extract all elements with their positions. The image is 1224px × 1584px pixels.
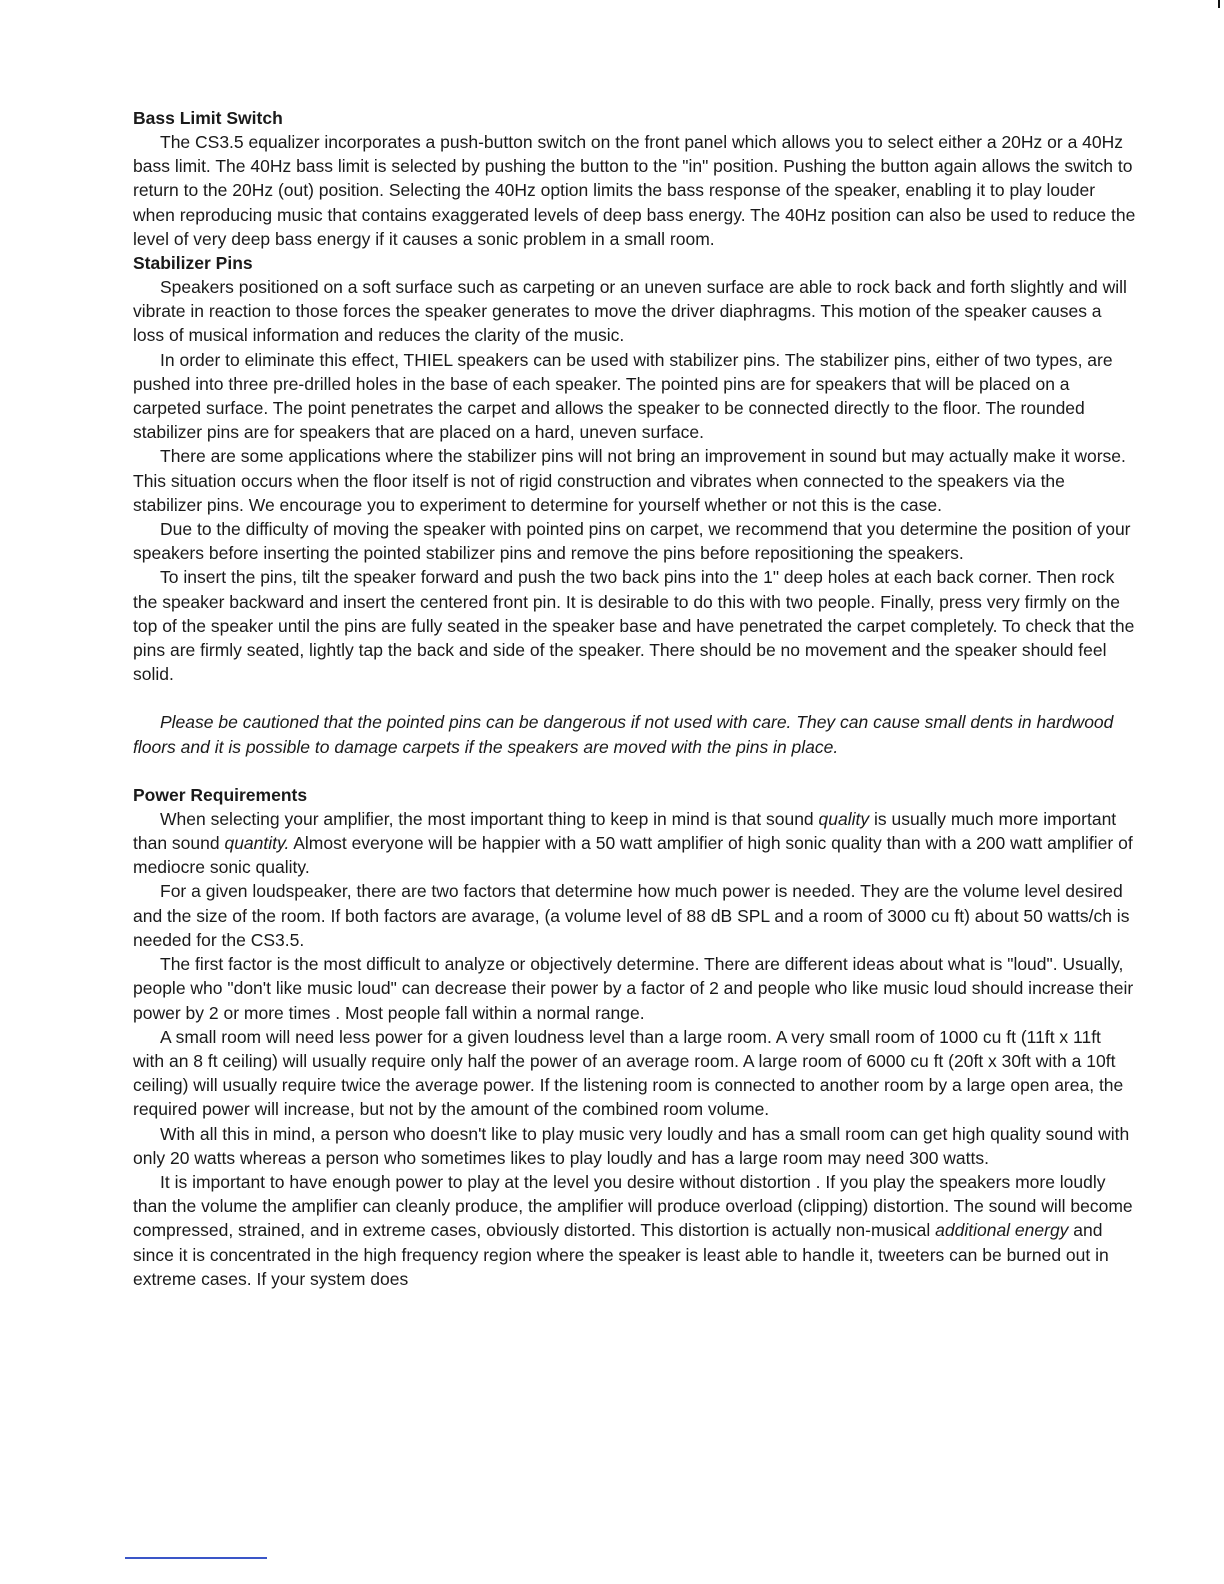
caution-note: Please be cautioned that the pointed pins can be dangerous if not used with care. They can cause small dents in hardwood floors and it is possible to damage carpets if the speakers are moved with the pins in place.: [133, 712, 1114, 757]
heading-bass-limit-switch: Bass Limit Switch: [133, 108, 283, 128]
text-run: and since it is concentrated in the high frequency region where the speaker is least able to handle it, tweeters can be burned out in extreme cases. If your system does: [133, 1220, 1109, 1289]
spacer: [133, 759, 1136, 783]
paragraph-stabilizer-1: Speakers positioned on a soft surface such as carpeting or an uneven surface are able to rock back and forth slightly and will vibrate in reaction to those forces the speaker generates to move the driver diaphragms. This motion of the speaker causes a loss of musical information and reduces the clarity of the music.: [133, 277, 1127, 346]
paragraph-bass-1: The CS3.5 equalizer incorporates a push-button switch on the front panel which allows you to select either a 20Hz or a 40Hz bass limit. The 40Hz bass limit is selected by pushing the button to the "in" position. Pushing the button again allows the switch to return to the 20Hz (out) position. Selecting the 40Hz option limits the bass response of the speaker, enabling it to play louder when reproducing music that contains exaggerated levels of deep bass energy. The 40Hz position can also be used to reduce the level of very deep bass energy if it causes a sonic problem in a small room.: [133, 132, 1136, 249]
text-run: It is important to have enough power to play at the level you desire without distortion . If you play the speakers more loudly than the volume the amplifier can cleanly produce, the amplifier will produce overload (clipping) distortion. The sound will become compressed, strained, and in extreme cases, obviously distorted. This distortion is actually non-musical: [133, 1171, 1133, 1241]
emphasis-quality: quality: [818, 808, 870, 829]
paragraph-stabilizer-4: Due to the difficulty of moving the speaker with pointed pins on carpet, we recommend that you determine the position of your speakers before inserting the pointed stabilizer pins and remove the pins before repositioning the speakers.: [133, 519, 1131, 564]
emphasis-additional-energy: additional energy: [935, 1220, 1069, 1241]
paragraph-power-6: [133, 1170, 1136, 1291]
paragraph-power-5: With all this in mind, a person who doesn't like to play music very loudly and has a small room can get high quality sound with only 20 watts whereas a person who sometimes likes to play loudly and has a large room may need 300 watts.: [133, 1123, 1130, 1168]
paragraph-stabilizer-3: There are some applications where the stabilizer pins will not bring an improvement in sound but may actually make it worse. This situation occurs when the floor itself is not of rigid construction and vibrates when connected to the speakers via the stabilizer pins. We encourage you to experiment to determine for yourself whether or not this is the case.: [133, 446, 1126, 515]
scan-mark: [1218, 0, 1220, 8]
text-run: Almost everyone will be happier with a 50 watt amplifier of high sonic quality than with a 200 watt amplifier of mediocre sonic quality.: [133, 833, 1133, 878]
spacer: [133, 686, 1136, 710]
heading-power-requirements: Power Requirements: [133, 784, 308, 805]
paragraph-power-3: The first factor is the most difficult to analyze or objectively determine. There are different ideas about what is "loud". Usually, people who "don't like music loud" can decrease their power by a factor of 2 and people who like music loud should increase their power by 2 or more times . Most people fall within a normal range.: [133, 954, 1134, 1023]
document-page: [133, 106, 1136, 1291]
paragraph-stabilizer-2: In order to eliminate this effect, THIEL speakers can be used with stabilizer pins. The stabilizer pins, either of two types, are pushed into three pre-drilled holes in the base of each speaker. The pointed pins are for speakers that will be placed on a carpeted surface. The point penetrates the carpet and allows the speaker to be connected directly to the floor. The rounded stabilizer pins are for speakers that are placed on a hard, uneven surface.: [133, 349, 1113, 443]
paragraph-stabilizer-5: To insert the pins, tilt the speaker forward and push the two back pins into the 1" deep holes at each back corner. Then rock the speaker backward and insert the centered front pin. It is desirable to do this with two people. Finally, press very firmly on the top of the speaker until the pins are fully seated in the speaker base and have penetrated the carpet completely. To check that the pins are firmly seated, lightly tap the back and side of the speaker. There should be no movement and the speaker should feel solid.: [133, 567, 1135, 685]
text-run: is usually much more important than sound: [133, 808, 1117, 854]
text-run: When selecting your amplifier, the most important thing to keep in mind is that sound: [160, 808, 819, 829]
footer-rule: [125, 1557, 267, 1559]
heading-stabilizer-pins: Stabilizer Pins: [133, 253, 253, 274]
paragraph-power-2: For a given loudspeaker, there are two factors that determine how much power is needed. They are the volume level desired and the size of the room. If both factors are avarage, (a volume level of 88 dB SPL and a room of 3000 cu ft) about 50 watts/ch is needed for the CS3.5.: [133, 881, 1130, 950]
paragraph-power-1: [133, 807, 1136, 880]
paragraph-power-4: A small room will need less power for a given loudness level than a large room. A very small room of 1000 cu ft (11ft x 11ft with an 8 ft ceiling) will usually require only half the power of an average room. A large room of 6000 cu ft (20ft x 30ft with a 10ft ceiling) will usually require twice the average power. If the listening room is connected to another room by a large open area, the required power will increase, but not by the amount of the combined room volume.: [133, 1026, 1124, 1120]
emphasis-quantity: quantity.: [224, 833, 290, 854]
